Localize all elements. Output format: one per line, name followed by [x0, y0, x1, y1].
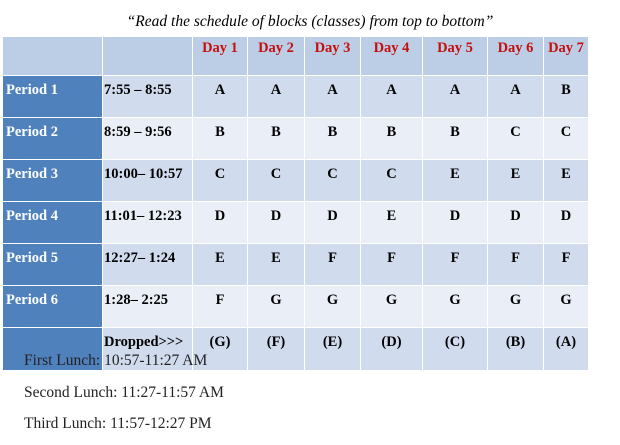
period-label: Period 1: [3, 76, 103, 118]
block-cell: F: [193, 286, 248, 328]
block-cell: G: [305, 286, 361, 328]
period-row: [3, 76, 589, 118]
block-cell: F: [361, 244, 423, 286]
header-blank-cell: [3, 37, 103, 76]
period-label: Period 3: [3, 160, 103, 202]
block-cell: D: [248, 202, 305, 244]
block-cell: G: [488, 286, 544, 328]
day-header: Day 7: [544, 37, 589, 76]
block-cell: D: [544, 202, 589, 244]
dropped-block-cell: (F): [248, 328, 305, 371]
period-time: 12:27– 1:24: [103, 244, 193, 286]
period-label: Period 2: [3, 118, 103, 160]
second-lunch-text: Second Lunch: 11:27-11:57 AM: [24, 384, 224, 401]
dropped-block-cell: (B): [488, 328, 544, 371]
schedule-caption: “Read the schedule of blocks (classes) from top to bottom”: [126, 13, 494, 30]
block-cell: E: [361, 202, 423, 244]
block-cell: A: [423, 76, 488, 118]
period-label: Period 6: [3, 286, 103, 328]
block-cell: G: [248, 286, 305, 328]
period-label: Period 4: [3, 202, 103, 244]
period-time: 11:01– 12:23: [103, 202, 193, 244]
period-row: [3, 118, 589, 160]
block-cell: F: [305, 244, 361, 286]
day-header: Day 2: [248, 37, 305, 76]
dropped-label: Dropped>>>: [103, 328, 193, 371]
block-schedule-table: [3, 37, 589, 371]
dropped-block-cell: (C): [423, 328, 488, 371]
block-cell: F: [488, 244, 544, 286]
period-row: [3, 244, 589, 286]
block-cell: B: [305, 118, 361, 160]
day-header: Day 3: [305, 37, 361, 76]
block-cell: C: [248, 160, 305, 202]
period-time: 1:28– 2:25: [103, 286, 193, 328]
block-cell: D: [423, 202, 488, 244]
block-cell: B: [544, 76, 589, 118]
day-header: Day 5: [423, 37, 488, 76]
block-cell: G: [361, 286, 423, 328]
block-cell: B: [423, 118, 488, 160]
block-cell: A: [248, 76, 305, 118]
day-header: Day 1: [193, 37, 248, 76]
period-time: 10:00– 10:57: [103, 160, 193, 202]
block-cell: B: [193, 118, 248, 160]
block-cell: D: [305, 202, 361, 244]
block-cell: D: [193, 202, 248, 244]
block-cell: E: [544, 160, 589, 202]
block-cell: B: [248, 118, 305, 160]
period-row: [3, 202, 589, 244]
block-cell: G: [423, 286, 488, 328]
first-lunch-text: First Lunch: 10:57-11:27 AM: [24, 352, 208, 369]
block-cell: A: [361, 76, 423, 118]
period-time: 8:59 – 9:56: [103, 118, 193, 160]
period-row: [3, 286, 589, 328]
block-cell: B: [361, 118, 423, 160]
period-row: [3, 160, 589, 202]
block-cell: F: [544, 244, 589, 286]
day-header: Day 6: [488, 37, 544, 76]
block-cell: D: [488, 202, 544, 244]
period-label: Period 5: [3, 244, 103, 286]
dropped-block-cell: (E): [305, 328, 361, 371]
block-cell: A: [488, 76, 544, 118]
block-cell: C: [193, 160, 248, 202]
block-cell: E: [488, 160, 544, 202]
dropped-block-cell: (D): [361, 328, 423, 371]
dropped-block-cell: (G): [193, 328, 248, 371]
third-lunch-text: Third Lunch: 11:57-12:27 PM: [24, 415, 212, 432]
block-cell: C: [361, 160, 423, 202]
block-cell: G: [544, 286, 589, 328]
block-cell: E: [423, 160, 488, 202]
dropped-block-cell: (A): [544, 328, 589, 371]
block-cell: A: [193, 76, 248, 118]
header-blank-cell: [103, 37, 193, 76]
block-cell: C: [305, 160, 361, 202]
block-cell: C: [488, 118, 544, 160]
header-row: [3, 37, 589, 76]
block-cell: E: [193, 244, 248, 286]
block-cell: F: [423, 244, 488, 286]
block-cell: A: [305, 76, 361, 118]
day-header: Day 4: [361, 37, 423, 76]
block-cell: E: [248, 244, 305, 286]
block-cell: C: [544, 118, 589, 160]
period-time: 7:55 – 8:55: [103, 76, 193, 118]
